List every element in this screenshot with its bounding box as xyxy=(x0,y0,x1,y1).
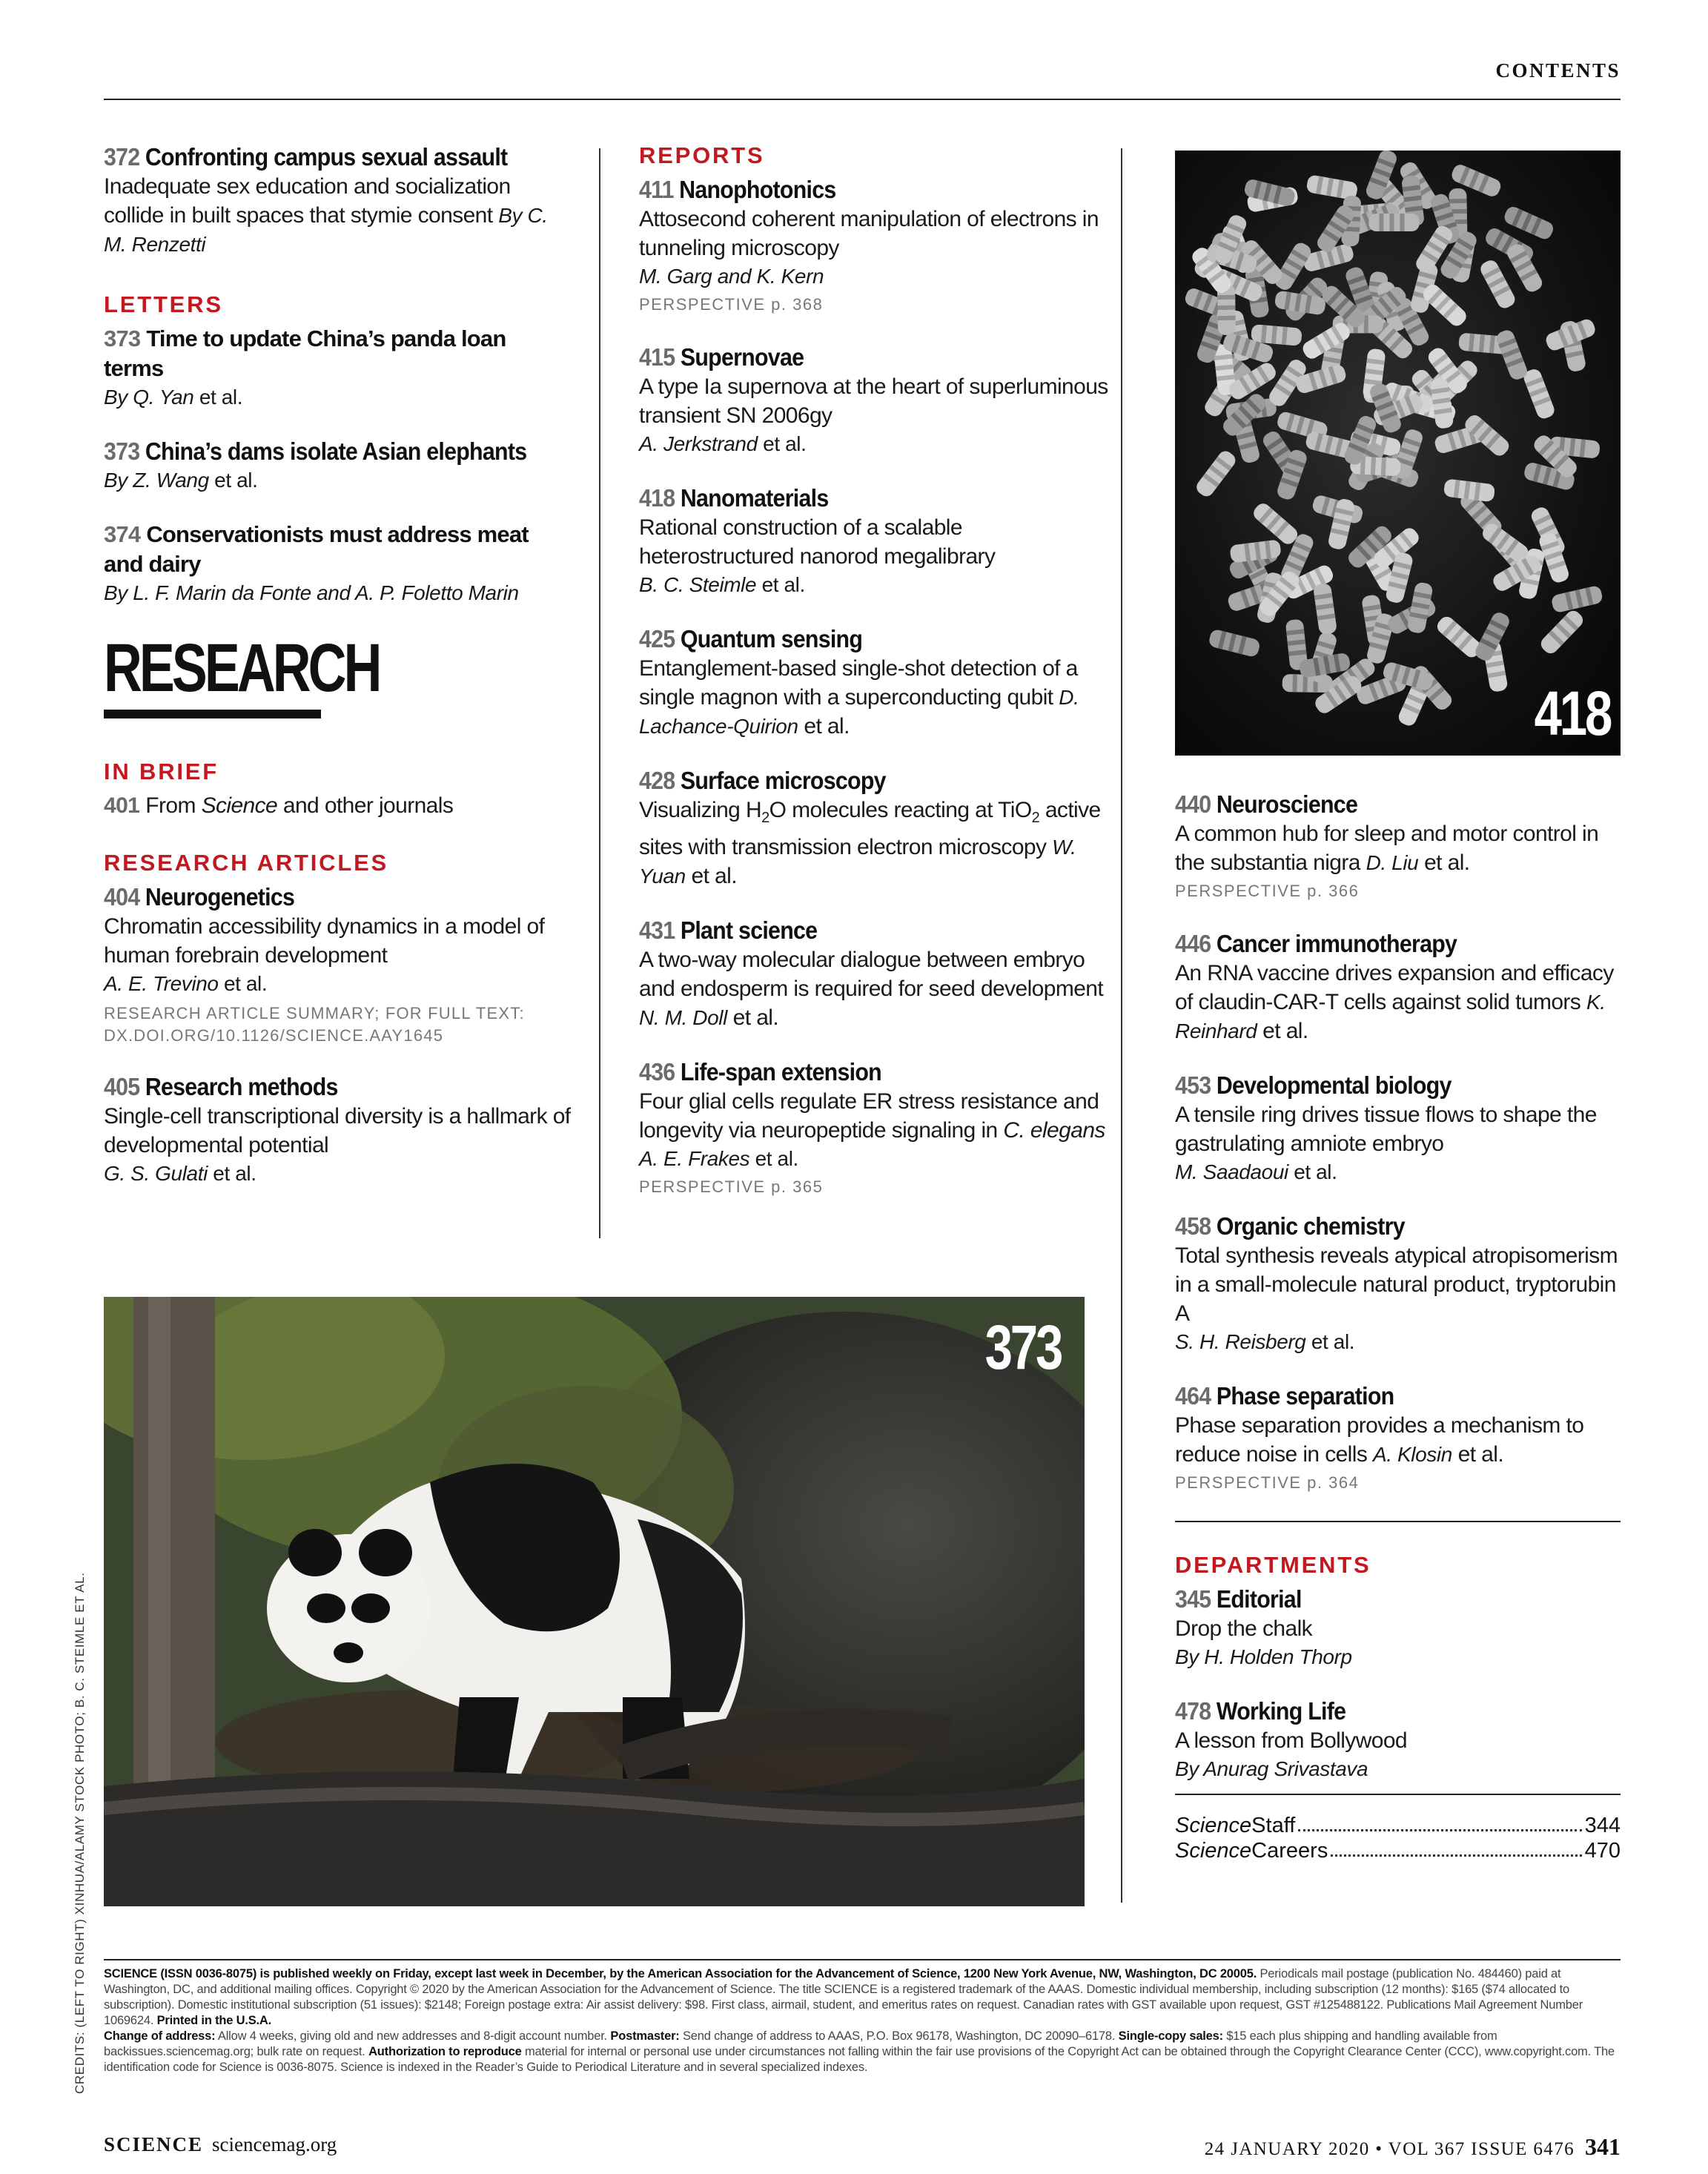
nanorod xyxy=(1494,328,1529,382)
nanorod xyxy=(1194,449,1238,500)
entry-author: S. H. Reisberg et al. xyxy=(1175,1330,1355,1353)
nanorod xyxy=(1538,608,1586,657)
entry-desc: Attosecond coherent manipulation of electrons in tunneling microscopy xyxy=(639,207,1099,260)
entry-author: A. E. Frakes et al. xyxy=(639,1147,798,1170)
entry-title: 418 Nanomaterials xyxy=(639,484,829,512)
entry-title: 373 China’s dams isolate Asian elephants xyxy=(104,437,527,465)
section-reports: REPORTS xyxy=(639,142,765,168)
article-entry[interactable] xyxy=(104,882,571,1047)
nanorod xyxy=(1443,478,1495,502)
report-entry[interactable] xyxy=(639,624,1113,741)
report-entry[interactable] xyxy=(639,916,1113,1032)
nanorod-photo[interactable] xyxy=(1175,151,1621,756)
perspective-ref[interactable]: PERSPECTIVE p. 364 xyxy=(1175,1473,1360,1492)
entry-title: 373 Time to update China’s panda loan terms xyxy=(104,326,506,381)
report-entry[interactable] xyxy=(639,766,1113,891)
letter-entry[interactable] xyxy=(104,324,571,412)
photo-page-label: 373 xyxy=(984,1312,1061,1382)
footer-issue: 24 JANUARY 2020 • VOL 367 ISSUE 6476 341 xyxy=(1204,2133,1621,2160)
entry-desc: Inadequate sex education and socialization collide in built spaces that stymie consent By C. M. Renzetti xyxy=(104,174,548,256)
panda-image xyxy=(104,1297,1085,1906)
department-entry[interactable] xyxy=(1175,1696,1621,1783)
entry-desc: Four glial cells regulate ER stress resistance and longevity via neuropeptide signaling in C. elegans xyxy=(639,1089,1105,1143)
feature-entry[interactable] xyxy=(104,142,571,259)
entry-title: 446 Cancer immunotherapy xyxy=(1175,930,1457,957)
careers-link[interactable]: Science Careers 470 xyxy=(1175,1839,1621,1863)
perspective-ref[interactable]: PERSPECTIVE p. 366 xyxy=(1175,882,1360,900)
entry-title: 428 Surface microscopy xyxy=(639,767,886,794)
departments-rule xyxy=(1175,1521,1621,1522)
report-entry[interactable] xyxy=(1175,790,1621,904)
entry-title: 372 Confronting campus sexual assault xyxy=(104,143,508,171)
nanorod xyxy=(1208,629,1261,658)
staff-link[interactable]: Science Staff 344 xyxy=(1175,1814,1621,1837)
entry-author: B. C. Steimle et al. xyxy=(639,573,805,596)
running-head: CONTENTS xyxy=(1495,59,1621,82)
nanorod xyxy=(1478,258,1517,311)
report-entry[interactable] xyxy=(1175,1071,1621,1186)
entry-author: M. Saadaoui et al. xyxy=(1175,1160,1337,1183)
entry-desc: A lesson from Bollywood xyxy=(1175,1728,1408,1753)
entry-desc: Drop the chalk xyxy=(1175,1616,1313,1641)
top-rule xyxy=(104,99,1621,100)
entry-title: 415 Supernovae xyxy=(639,343,804,371)
column-divider xyxy=(1121,148,1122,1903)
research-title: RESEARCH xyxy=(104,630,380,706)
research-underline xyxy=(104,710,321,718)
report-entry[interactable] xyxy=(1175,929,1621,1045)
photo-page-label: 418 xyxy=(1534,678,1610,748)
nanorod xyxy=(1368,214,1419,231)
entry-title: 453 Developmental biology xyxy=(1175,1071,1452,1099)
entry-desc: Single-cell transcriptional diversity is a hallmark of developmental potential xyxy=(104,1104,571,1157)
entry-author: A. E. Trevino et al. xyxy=(104,972,268,995)
nanorod xyxy=(1502,205,1555,242)
entry-title: 374 Conservationists must address meat and dairy xyxy=(104,521,529,577)
section-research-articles: RESEARCH ARTICLES xyxy=(104,850,389,876)
entry-title: 431 Plant science xyxy=(639,916,818,944)
entry-title: 345 Editorial xyxy=(1175,1585,1302,1613)
department-entry[interactable] xyxy=(1175,1585,1621,1671)
report-entry[interactable] xyxy=(639,483,1113,599)
entry-title: 458 Organic chemistry xyxy=(1175,1212,1405,1240)
report-entry[interactable] xyxy=(639,175,1113,317)
column-middle xyxy=(639,142,1113,1225)
perspective-ref[interactable]: PERSPECTIVE p. 365 xyxy=(639,1177,824,1196)
entry-desc: An RNA vaccine drives expansion and efficacy of claudin-CAR-T cells against solid tumors K. Reinhard et al. xyxy=(1175,961,1614,1043)
column-divider xyxy=(599,148,600,1238)
photo-credits: CREDITS: (LEFT TO RIGHT) XINHUA/ALAMY STOCK PHOTO; B. C. STEIMLE ET AL. xyxy=(73,1572,87,2094)
article-entry[interactable] xyxy=(104,1072,571,1188)
panda-photo[interactable] xyxy=(104,1297,1085,1906)
perspective-ref[interactable]: PERSPECTIVE p. 368 xyxy=(639,295,824,314)
entry-author: By H. Holden Thorp xyxy=(1175,1645,1352,1668)
letter-entry[interactable] xyxy=(104,437,571,495)
entry-desc: Entanglement-based single-shot detection of a single magnon with a superconducting qubit D. Lachance-Quirion et al. xyxy=(639,656,1079,739)
nanorod xyxy=(1313,583,1337,635)
entry-desc: A type Ia supernova at the heart of superluminous transient SN 2006gy xyxy=(639,374,1108,428)
in-brief-text: 401 From Science and other journals xyxy=(104,793,454,818)
entry-desc: Visualizing $H_2O$ molecules reacting at TiO$_2$ active sites with transmission electron microscopy W. Yuan et al. xyxy=(639,798,1101,888)
entry-desc: A common hub for sleep and motor control in the substantia nigra D. Liu et al. xyxy=(1175,822,1599,875)
entry-desc: Total synthesis reveals atypical atropisomerism in a small-molecule natural product, tryptorubin A xyxy=(1175,1243,1618,1326)
nanorod xyxy=(1550,585,1603,614)
column-right xyxy=(1175,790,1621,1863)
staff-rule xyxy=(1175,1794,1621,1795)
entry-desc: Chromatin accessibility dynamics in a model of human forebrain development xyxy=(104,914,545,968)
entry-desc: Phase separation provides a mechanism to reduce noise in cells A. Klosin et al. xyxy=(1175,1413,1584,1467)
page-number: 341 xyxy=(1585,2133,1621,2160)
in-brief-entry[interactable] xyxy=(104,791,571,820)
nanorod xyxy=(1522,367,1557,420)
entry-title: 440 Neuroscience xyxy=(1175,790,1358,818)
entry-desc: A tensile ring drives tissue flows to shape the gastrulating amniote embryo xyxy=(1175,1103,1597,1156)
section-departments: DEPARTMENTS xyxy=(1175,1552,1371,1578)
report-entry[interactable] xyxy=(1175,1212,1621,1356)
report-entry[interactable] xyxy=(639,343,1113,458)
entry-title: 478 Working Life xyxy=(1175,1697,1346,1725)
entry-author: By Q. Yan et al. xyxy=(104,386,243,409)
entry-author: G. S. Gulati et al. xyxy=(104,1162,256,1185)
entry-desc: Rational construction of a scalable heterostructured nanorod megalibrary xyxy=(639,515,996,569)
entry-title: 425 Quantum sensing xyxy=(639,625,863,652)
entry-author: By L. F. Marin da Fonte and A. P. Foletto Marin xyxy=(104,581,519,604)
nanorod-image xyxy=(1175,151,1621,756)
report-entry[interactable] xyxy=(639,1057,1113,1200)
section-letters: LETTERS xyxy=(104,291,223,317)
nanorod xyxy=(1251,500,1300,547)
entry-title: 404 Neurogenetics xyxy=(104,883,295,911)
report-entry[interactable] xyxy=(1175,1381,1621,1496)
column-left xyxy=(104,142,571,1213)
publication-fine-print: SCIENCE (ISSN 0036-8075) is published weekly on Friday, except last week in December, by the American Association for the Advancement of Science, 1200 New York Avenue, NW, Washington, DC 20005. Periodicals mail postage (publication No. 484460) paid at Washington, DC, and additional mailing offices. Copyright © 2020 by the American Association for the Advancement of Science. The title SCIENCE is a registered trademark of the AAAS. Domestic individual membership, including subscription (12 months): $165 ($74 allocated to subscription). Domestic institutional subscription (51 issues): $2148; Foreign postage extra: Air assist delivery: $98. First class, airmail, student, and emeritus rates on request. Canadian rates with GST available upon request, GST #125488122. Publications Mail Agreement Number 1069624. Printed in the U.S.A. Change of address: Allow 4 weeks, giving old and new addresses and 8-digit account number. Postmaster: Send change of address to AAAS, P.O. Box 96178, Washington, DC 20090–6178. Single-copy sales: $15 each plus shipping and handling available from backissues.sciencemag.org; bulk rate on request. Authorization to reproduce material for internal or personal use under circumstances not falling within the fair use provisions of the Copyright Act can be obtained through the Copyright Clearance Center (CCC), www.copyright.com. The identification code for Science is 0036-8075. Science is indexed in the Reader’s Guide to Periodical Literature and in several specialized indexes. xyxy=(104,1967,1615,2074)
section-in-brief: IN BRIEF xyxy=(104,759,219,784)
letter-entry[interactable] xyxy=(104,520,571,607)
entry-author: M. Garg and K. Kern xyxy=(639,265,824,288)
entry-title: 411 Nanophotonics xyxy=(639,176,836,203)
footer-brand: SCIENCE sciencemag.org xyxy=(104,2133,337,2155)
bottom-rule xyxy=(104,1959,1621,1960)
entry-title: 464 Phase separation xyxy=(1175,1382,1394,1410)
entry-title: 405 Research methods xyxy=(104,1073,338,1100)
entry-note: RESEARCH ARTICLE SUMMARY; FOR FULL TEXT: DX.DOI.ORG/10.1126/SCIENCE.AAY1645 xyxy=(104,1004,525,1045)
entry-author: By Anurag Srivastava xyxy=(1175,1757,1368,1780)
footer-site-link[interactable]: sciencemag.org xyxy=(212,2133,337,2155)
entry-author: A. Jerkstrand et al. xyxy=(639,432,807,455)
nanorod xyxy=(1473,610,1512,663)
entry-author: By Z. Wang et al. xyxy=(104,469,258,492)
entry-title: 436 Life-span extension xyxy=(639,1058,881,1086)
entry-desc: A two-way molecular dialogue between embryo and endosperm is required for seed development N. M. Doll et al. xyxy=(639,948,1104,1030)
